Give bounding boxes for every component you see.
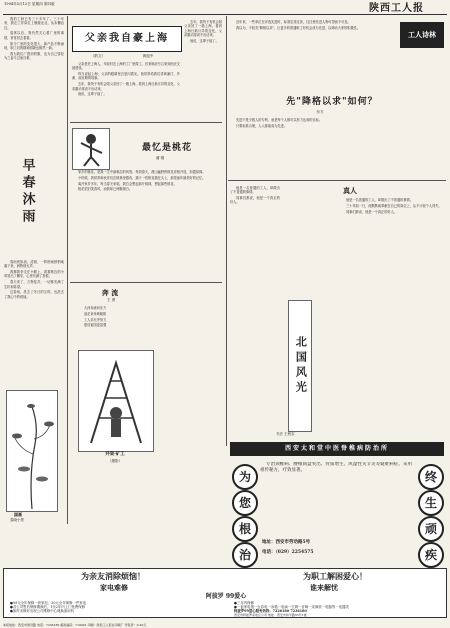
paragraph: 春天来了，万物复苏，一切都充满了生机和希望。 [4, 280, 64, 289]
ad-item: ●99元全年保修一套家电，30元全年保修一件家电 [10, 601, 87, 605]
plant-illustration-icon [9, 394, 55, 509]
article-title: 最忆是桃花 [141, 143, 192, 153]
ad-contact: 阿拔罗99爱心服务热线：7226180 7236180 [234, 609, 307, 613]
painting-caption-2: 春晓小景 [10, 518, 24, 522]
paragraph: 去年，我终于有机会陪父亲回了一趟上海。看到上海日新月异的变化，父亲激动得说不出话来。 [72, 82, 180, 91]
dancing-figure-illustration [72, 128, 110, 170]
col1-intro [4, 17, 64, 167]
col5-body [340, 198, 444, 378]
miner-figure-icon [81, 353, 151, 449]
ad-item: ●各公司售后保修期满后，1至2年内上门免费保修 [10, 605, 86, 609]
paragraph: 三十年如一日，他默默地奉献在自己的岗位上，从不计较个人得失。 [346, 203, 442, 208]
article-byline: 东方 [316, 110, 324, 114]
byline-author: 黄振中 [142, 54, 154, 58]
paragraph: 同事们都说，他是一个真正的好人。 [230, 196, 280, 205]
poem-line: 工人弟兄齐努力 [84, 317, 107, 322]
paragraph: 专治颈椎病、腰椎间盘突出、骨质增生、风湿性关节炎等疑难病症。采用祖传秘方，疗效显著。 [260, 462, 412, 474]
ad-char: 生 [418, 490, 444, 516]
paragraph: 去年，我终于有机会陪父亲回了一趟上海。看到上海日新月异的变化，父亲激动得说不出话来。 [184, 20, 222, 37]
section-rule [228, 180, 446, 181]
section-rule [70, 282, 222, 283]
page-footer: 本报地址：西安市建设路 电话：7236180 邮政编码：710001 印刷：陕西工人报社印刷厂 零售价：0.20元 [3, 622, 147, 627]
figure-icon [75, 131, 107, 167]
issue-date: 1994年5月12日 星期四 第四版 [4, 2, 55, 6]
poem-byline: 王 勇 [106, 298, 116, 302]
col4-body [230, 118, 444, 178]
ad-char: 疾 [418, 542, 444, 568]
clinic-phone: 电话：（029）2254575 [262, 550, 314, 555]
column-divider [226, 16, 227, 446]
ad-item: ●如时未修好出现公司维修中心调换备用机 [10, 609, 74, 613]
col4-body-top [230, 20, 396, 90]
paragraph: 我的工龄已有三十多年了。三十年来，我在工作岗位上兢兢业业，从未懈怠过。 [4, 17, 64, 30]
ad-subhead-right: 谁来解忧 [310, 583, 338, 592]
ad-item: ●一套家电指一台彩电一冰箱一电扇一空调一音响一录像机一电脑等一电器类 [234, 605, 349, 609]
paragraph: 先进不是少数人的专利，而是每个人都可以努力达到的目标。 [236, 118, 323, 122]
article-title: 真人 [343, 186, 357, 195]
paragraph: 离开家乡多年，每当春天来临，我总会想起那片桃林，想起那些桃花。 [78, 181, 177, 186]
ad-address: 西安市阿拔罗家电总公司 地址：西安市和平路55号1楼 [234, 613, 307, 617]
poem-line: 浪花朵朵映朝阳 [84, 311, 107, 316]
calligraphy-artwork [288, 300, 312, 432]
paragraph: 他是一名普通的工人，却做出了不普通的事情。 [346, 198, 413, 202]
paragraph: 我撑着伞走在小路上，看着路边的小草冒出了嫩芽，心里充满了喜悦。 [4, 270, 64, 279]
section-rule [70, 122, 222, 123]
clinic-address: 地址：西安市劳动路5号 [262, 540, 311, 545]
ad-subhead-left: 家电难修 [100, 583, 128, 592]
clinic-banner: 西安太和堂中医脊椎病防治所 [230, 442, 444, 456]
paragraph: 他说，这辈子值了。 [190, 38, 219, 43]
article-headline: 父亲我自豪上海 [72, 26, 182, 52]
clinic-ad-body [260, 462, 412, 532]
ink-painting [6, 390, 58, 512]
ad-brand: 阿拔罗 99爱心 [205, 593, 247, 600]
column-divider [67, 16, 68, 524]
paragraph: 春雨贵如油。清晨，一阵细雨悄悄地落下来，润物细无声。 [4, 260, 64, 269]
col3-body [72, 170, 222, 290]
poem-line: 建设祖国更富强 [84, 323, 107, 328]
paragraph: 父亲是老上海人，年轻时在上海的工厂里做工，后来响应号召来到西北支援建设。 [72, 62, 180, 71]
ad-item: ●三年内保修 [234, 601, 254, 605]
masthead: 陕西工人报 [369, 3, 424, 14]
paragraph: 同事们都说，他是一个真正的好人。 [346, 209, 397, 214]
paragraph: 我为我们厂感到骄傲，也为自己曾经为之奋斗过而自豪。 [4, 51, 64, 60]
calligraphy-caption: 书法 王秋实 [276, 432, 295, 436]
ad-char: 根 [232, 516, 258, 542]
section-tag: 工人诗林 [400, 22, 444, 48]
article-byline: 蒲 刚 [155, 156, 165, 160]
title-vertical: 早春沐雨 [19, 158, 35, 226]
paragraph: 近年来，一些单位在评选先进时，标准定得过高，往往使先进人物可望而不可及。 [236, 20, 351, 24]
col2b-body [184, 20, 222, 120]
photo-caption-sub: （摄影） [107, 459, 123, 463]
ad-headline-right: 为职工解困爱心！ [303, 571, 367, 581]
paragraph: 家乡的桃花，是我一生中最难忘的风景。每到春天，漫山遍野的桃花竞相开放，如霞似锦。 [78, 170, 206, 174]
appliance-ad [3, 568, 447, 618]
ad-char: 终 [418, 464, 444, 490]
ad-headline-left: 为亲友消除烦恼！ [81, 571, 145, 581]
painting-caption: 国画 [14, 512, 22, 517]
header-rule [3, 14, 447, 15]
col1-body [4, 260, 64, 380]
ad-char: 为 [232, 464, 258, 490]
miner-illustration [78, 350, 154, 452]
byline-genre: （散文） [90, 54, 106, 58]
paragraph: 他是一名普通的工人，却做出了不普通的事情。 [230, 186, 280, 195]
paragraph: 他说，这辈子值了。 [78, 92, 107, 97]
col5-left [230, 186, 280, 366]
ad-char: 您 [232, 490, 258, 516]
paragraph: 我以为，不妨先"降格以求"，让更多的普通职工有机会成为先进，以调动大家的积极性。 [236, 25, 361, 30]
paragraph: 只要标准合理，人人都能成为先进。 [236, 123, 287, 128]
poem-title: 奔 流 [101, 288, 119, 297]
photo-caption: 井架·矿工 [105, 452, 125, 457]
article-title: 先"降格以求"如何？ [286, 97, 378, 107]
poem-line: 大河奔流向东方 [84, 306, 107, 310]
poem-body [78, 306, 148, 346]
ad-char: 顽 [418, 516, 444, 542]
paragraph: 如今厂里的变化很大，新产品不断涌现，职工们的精神面貌也焕然一新。 [4, 41, 64, 50]
paragraph: 小时候，我常常和伙伴们在桃林里嬉戏，摘下一枝桃花插在头上，那是童年最美好的记忆。 [78, 175, 206, 180]
paragraph: 退休以后，我仍然关心着厂里的事情，常常回去看看。 [4, 31, 64, 40]
col2-body [72, 62, 180, 122]
calligraphy-text: 北国风光 [294, 336, 308, 396]
paragraph: 每当说起上海，父亲的眼睛里总是闪着光。他常常给我们讲黄浦江、外滩、南京路的故事。 [72, 72, 180, 81]
paragraph: 桃花依旧笑春风，而我却已两鬓斑白。 [78, 187, 133, 192]
paragraph: 这春雨，洗去了冬日的尘埃，也洗去了我心中的烦恼。 [4, 290, 64, 299]
ad-char: 治 [232, 542, 258, 568]
